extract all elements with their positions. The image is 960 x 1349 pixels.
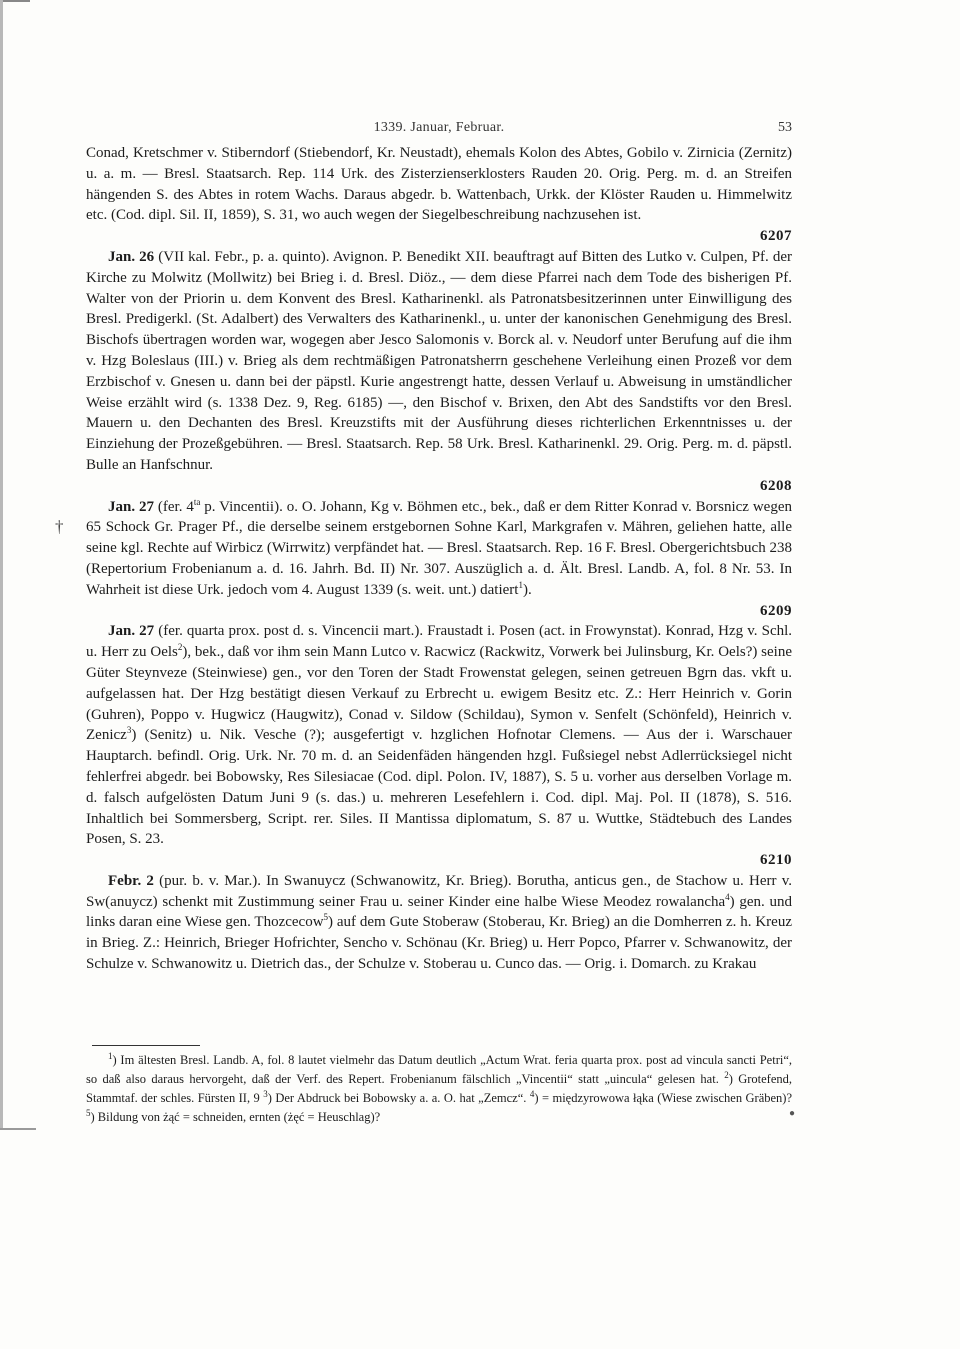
entry-6210-number: 6210 [760, 852, 792, 869]
footnote-4: ) = międzyrowowa łąka (Wiese zwischen Gräben)? [534, 1091, 793, 1105]
scan-edge-top [0, 0, 30, 16]
footnote-3-mark: 3 [263, 1088, 268, 1099]
footnote-2: ) Grotefend, Stammtaf. der schles. Fürsten II, 9 [86, 1072, 792, 1105]
entry-6211-text-c: ) auf dem Gute Stoberaw (Stoberau, Kr. Brieg) an die Domherren z. h. Kreuz in Brieg. Z.: Heinrich, Brieger Hofrichter, Sencho v. Schönau (Kr. Brieg) u. Herr Popco, Pfarrer v. Schwanowitz, der Schulze v. Schwanowitz u. Dietrich das., der Schulze v. Stoberau u. Cunco das. — Orig. i. Domarch. zu Krakau [86, 914, 792, 973]
footnotes-text [86, 1051, 792, 1127]
page-header [86, 120, 792, 140]
footnote-5: ) Bildung von żąć = schneiden, ernten (żęć = Heuschlag)? [90, 1110, 381, 1124]
entry-6209-sup-ta: ta [193, 496, 201, 507]
entry-6208-date: Jan. 26 [108, 248, 155, 265]
entry-6207-number: 6207 [760, 228, 792, 245]
entry-6208-text: (VII kal. Febr., p. a. quinto). Avignon. P. Benedikt XII. beauftragt auf Bitten des Lutko v. Culpen, Pf. der Kirche zu Molwitz (Mollwitz) bei Brieg i. d. Bresl. Diöz., — dem diese Pfarrei nach dem Tode des bisherigen Pf. Walter von der Priorin u. dem Konvent des Bresl. Katharinenkl. als Patronatsbesitzerinnen unter Einwilligung des Bresl. Predigerkl. (St. Adalbert) des Verwalters des Katharinenkl., u. unter der kanonischen Genehmigung des Bresl. Bischofs übertragen worden war, wogegen aber Jesco Salomonis v. Borck al. v. Neudorf unter Berufung auf die ihm v. Hzg Boleslaus (III.) v. Brieg als dem rechtmäßigen Patronatsherrn geschehene Verleihung einen Prozeß vor dem Erzbischof v. Gnesen u. dann bei der päpstl. Kurie angestrengt hatte, dessen Verlauf u. Abweisung in umständlicher Weise erzählt wird (s. 1338 Dez. 9, Reg. 6185) —, den Bischof v. Brixen, den Abt des Sandstifts vor den Bresl. Mauern u. den Dechanten des Bresl. Kreuzstifts mit der Ausführung dieses richterlichen Erkenntnisses u. der Einziehung der Prozeßgebühren. — Bresl. Staatsarch. Rep. 58 Urk. Bresl. Katharinenkl. 29. Orig. Perg. m. d. päpstl. Bulle an Hanfschnur. [86, 248, 793, 473]
entry-6208 [86, 247, 792, 497]
footnote-ref-2: 2 [177, 642, 183, 653]
entry-6209 [86, 497, 792, 622]
footnote-5-mark: 5 [86, 1107, 91, 1118]
page-number: 53 [778, 120, 792, 135]
margin-cross-mark: † [55, 517, 64, 536]
footnote-ref-5: 5 [323, 912, 329, 923]
entry-6210-text-c: ) (Senitz) u. Nik. Vesche (?); ausgefertigt v. hzglichen Hofnotar Clemens. — Aus der i. Warschauer Hauptarch. befindl. Orig. Urk. Nr. 70 m. d. an Seidenfäden hängenden hzgl. Fußsiegel nebst Adlerrücksiegel nicht fehlerfrei abgedr. bei Bobowsky, Res Silesiacae (Cod. dipl. Polon. IV, 1887), S. 5 u. vorher aus derselben Vorlage m. d. falsch aufgelösten Datum Juni 9 (s. das.) u. mehreren Lesefehlern i. Cod. dipl. Maj. Pol. II (1878), S. 516. Inhaltlich bei Sommersberg, Script. rer. Siles. II Mantissa diplomatum, S. 87 u. Wuttke, Städtebuch des Landes Posen, S. 23. [86, 727, 792, 848]
entry-6210-text-a: (fer. quarta prox. post d. s. Vincencii mart.). Fraustadt i. Posen (act. in Frowynstat). Konrad, Hzg v. Schl. u. Herr zu Oels [86, 623, 793, 661]
footnote-ref-1: 1 [518, 579, 523, 590]
entry-6207 [86, 143, 792, 247]
entry-6208-number: 6208 [760, 477, 792, 494]
entry-6210-date: Jan. 27 [108, 623, 155, 640]
entry-6210-text-b: ), bek., daß vor ihm sein Mann Lutco v. Racwicz (Rackwitz, Vorwerk bei Julinsburg, Kr. Oels?) seine Güter Steynveze (Steinwiese) gen., vor den Toren der Stadt Frowenstat gelegen, seinen getreuen Bgrn das. vkft u. aufgelassen hat. Der Hzg bestätigt diesen Verkauf zu Erbrecht u. ewigem Besitz etc. Z.: Herr Heinrich v. Gorin (Guhren), Poppo v. Hugwicz (Haugwitz), Conad v. Sildow (Schildau), Symon v. Senfelt (Schönfeld), Heinrich v. Zenicz [86, 644, 792, 744]
entry-6211-text-b: ) gen. und links daran eine Wiese gen. Thozcecow [86, 893, 792, 931]
entry-6209-text-b: p. Vincentii). o. O. Johann, Kg v. Böhmen etc., bek., daß er dem Ritter Konrad v. Borsnicz wegen 65 Schock Gr. Prager Pf., die derselbe seinem erstgebornen Sohne Karl, Markgrafen v. Mähren, geliehen hatte, alle seine kgl. Rechte auf Wirbicz (Wirrwitz) verpfändet hat. — Bresl. Staatsarch. Rep. 16 F. Bresl. Obergerichtsbuch 238 (Repertorium Frobenianum a. d. 16. Jahrh. Bd. II) Nr. 307. Auszüglich a. d. Ält. Bresl. Landb. A, fol. 8 Nr. 53. In Wahrheit ist diese Urk. jedoch vom 4. August 1339 (s. weit. unt.) datiert [86, 498, 792, 598]
scan-edge-left [0, 0, 3, 1130]
footnote-ref-3: 3 [126, 725, 132, 736]
entry-6209-number: 6209 [760, 602, 792, 619]
running-title: 1339. Januar, Februar. [373, 120, 505, 135]
scan-edge-bottom [0, 1128, 36, 1130]
entry-6209-text-a: (fer. 4 [157, 498, 194, 515]
footnote-1-mark: 1 [108, 1050, 113, 1061]
entry-6207-text: Conad, Kretschmer v. Stiberndorf (Stiebendorf, Kr. Neustadt), ehemals Kolon des Abtes, Gobilo v. Zirnicia (Zernitz) u. a. m. — Bresl. Staatsarch. Rep. 114 Urk. des Zisterzienserklosters Rauden 20. Orig. Perg. m. d. an Streifen hängenden S. des Abtes in rotem Wachs. Daraus abgedr. b. Wattenbach, Urkk. der Klöster Rauden u. Himmelwitz etc. (Cod. dipl. Sil. II, 1859), S. 31, wo auch wegen der Siegelbeschreibung nachzusehen ist. [86, 145, 792, 224]
footnote-separator [92, 1045, 200, 1046]
footnote-1: ) Im ältesten Bresl. Landb. A, fol. 8 lautet vielmehr das Datum deutlich „Actum Wrat. feria quarta prox. post ad vincula sancti Petri“, so daß also daraus hervorgeht, daß der Verf. des Repert. Frobenianum fälschlich „Vincentii“ statt „uincula“ gelesen hat. [86, 1053, 792, 1086]
entry-6209-text-c: ). [522, 581, 532, 598]
footnote-2-mark: 2 [724, 1069, 729, 1080]
footnotes [86, 1051, 792, 1127]
entry-6211-text-a: (pur. b. v. Mar.). In Swanuycz (Schwanowitz, Kr. Brieg). Borutha, anticus gen., de Stachow u. Herr v. Sw(anuycz) schenkt mit Zustimmung seiner Frau u. seiner Kinder eine halbe Wiese Meodez rowalancha [86, 872, 793, 910]
entry-6211 [86, 871, 792, 975]
footnote-ref-4: 4 [725, 891, 730, 902]
entry-6211-date: Febr. 2 [108, 872, 154, 889]
footnote-4-mark: 4 [529, 1088, 535, 1099]
footnote-3: ) Der Abdruck bei Bobowsky a. a. O. hat „Zemcz“. [267, 1091, 527, 1105]
scan-speck: ● [789, 1108, 796, 1119]
entry-6210 [86, 621, 792, 871]
main-text [86, 143, 792, 975]
entry-6209-date: Jan. 27 [108, 498, 154, 515]
